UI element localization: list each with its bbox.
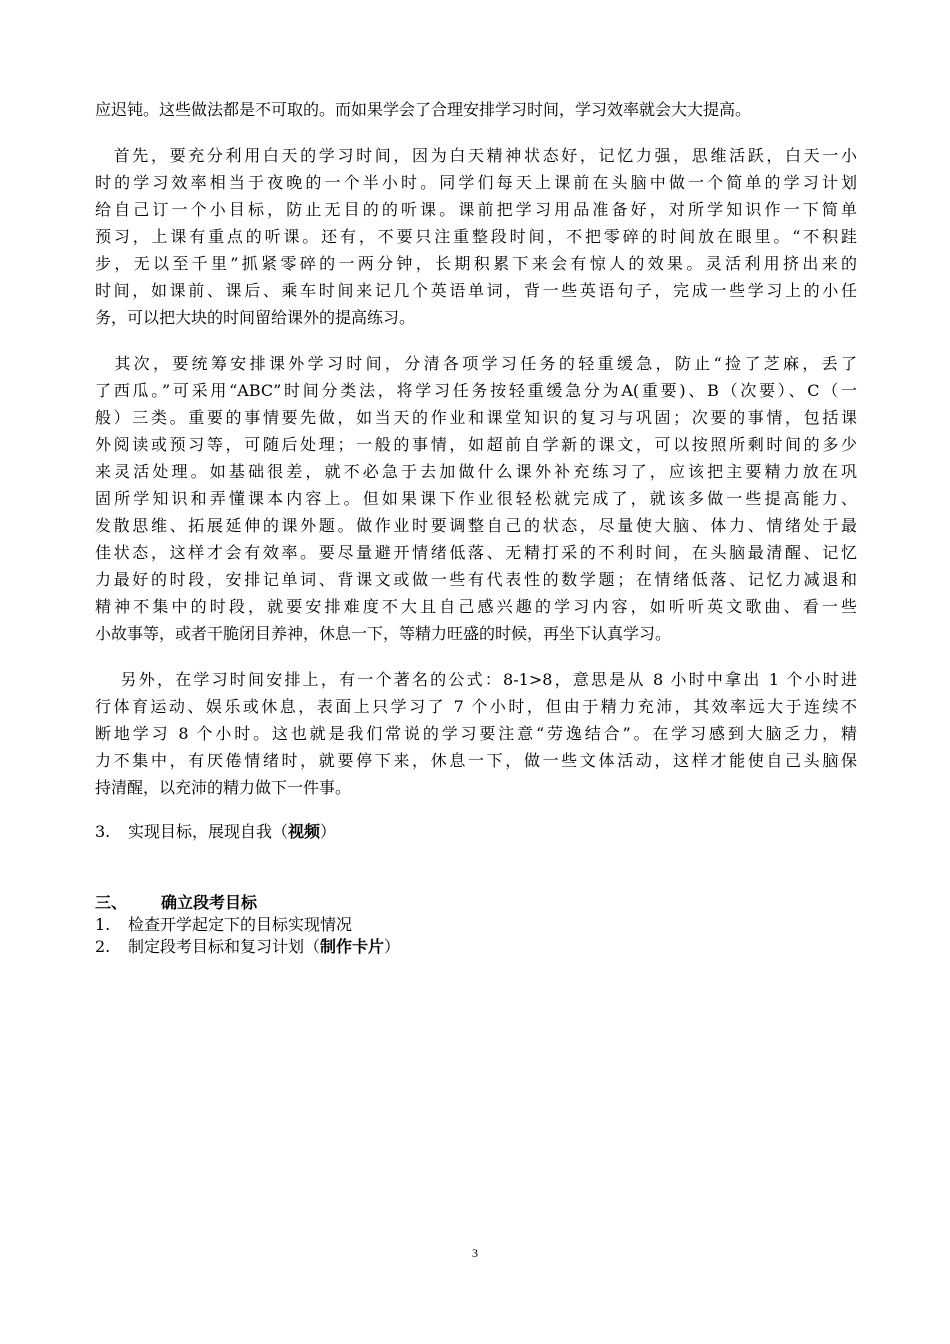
text-line: 务，可以把大块的时间留给课外的提高练习。 (95, 308, 416, 327)
list-item-3 (95, 820, 857, 844)
text-line: 应迟钝。这些做法都是不可取的。而如果学会了合理安排学习时间，学习效率就会大大提高。 (95, 100, 752, 119)
text-line: 精神不集中的时段，就要安排难度不大且自己感兴趣的学习内容，如听听英文歌曲、看一些 (95, 597, 857, 616)
text-line: 了西瓜。”可采用“ABC”时间分类法，将学习任务按轻重缓急分为A(重要)、B（次要）、C（一 (95, 381, 857, 400)
list-item-2 (95, 936, 857, 958)
text-line: 力不集中，有厌倦情绪时，就要停下来，休息一下，做一些文体活动，这样才能使自己头脑保 (95, 751, 857, 770)
text-line: 行体育运动、娱乐或休息，表面上只学习了 7 个小时，但由于精力充沛，其效率远大于连续不 (95, 697, 857, 716)
spacer (95, 844, 857, 892)
text-line: 持清醒，以充沛的精力做下一件事。 (95, 778, 352, 797)
text-line: 般）三类。重要的事情要先做，如当天的作业和课堂知识的复习与巩固；次要的事情，包括课 (95, 408, 857, 427)
list-number: 1. (95, 915, 111, 934)
paragraph-intro-end (95, 96, 857, 123)
section-title: 确立段考目标 (161, 893, 258, 912)
text-line: 外阅读或预习等，可随后处理；一般的事情，如超前自学新的课文，可以按照所剩时间的多少 (95, 435, 857, 454)
text-line: 来灵活处理。如基础很差，就不必急于去加做什么课外补充练习了，应该把主要精力放在巩 (95, 462, 857, 481)
list-text: 实现目标，展现自我（ (128, 822, 289, 841)
text-line: 首先，要充分利用白天的学习时间，因为白天精神状态好，记忆力强，思维活跃，白天一小 (95, 146, 857, 165)
text-line: 其次，要统筹安排课外学习时间，分清各项学习任务的轻重缓急，防止“捡了芝麻，丢了 (95, 354, 857, 373)
paragraph-work-rest-balance (95, 666, 857, 801)
text-line: 佳状态，这样才会有效率。要尽量避开情绪低落、无精打采的不利时间，在头脑最清醒、记忆 (95, 543, 857, 562)
text-line: 预习，上课有重点的听课。还有，不要只注重整段时间，不把零碎的时间放在眼里。“不积跬 (95, 227, 857, 246)
page-number: 3 (472, 1246, 478, 1260)
text-line: 时的学习效率相当于夜晚的一个半小时。同学们每天上课前在头脑中做一个简单的学习计划 (95, 173, 857, 192)
text-line: 断地学习 8 个小时。这也就是我们常说的学习要注意“劳逸结合”。在学习感到大脑乏力，精 (95, 724, 857, 743)
text-line: 给自己订一个小目标，防止无目的的听课。课前把学习用品准备好，对所学知识作一下简单 (95, 200, 857, 219)
list-text-close: ） (384, 937, 401, 956)
list-text-close: ） (320, 822, 337, 841)
list-number: 3. (95, 822, 111, 841)
document-page (95, 96, 857, 958)
list-item-1 (95, 914, 857, 936)
text-line: 固所学知识和弄懂课本内容上。但如果课下作业很轻松就完成了，就该多做一些提高能力、 (95, 489, 857, 508)
text-line: 小故事等，或者干脆闭目养神，休息一下，等精力旺盛的时候，再坐下认真学习。 (95, 624, 672, 643)
list-text-bold: 制作卡片 (320, 937, 385, 956)
section-number: 三、 (95, 893, 128, 912)
text-line: 时间，如课前、课后、乘车时间来记几个英语单词，背一些英语句子，完成一些学习上的小任 (95, 281, 857, 300)
list-text: 检查开学起定下的目标实现情况 (128, 915, 353, 934)
list-text-bold: 视频 (288, 822, 321, 841)
list-text: 制定段考目标和复习计划（ (128, 937, 321, 956)
text-line: 步，无以至千里”抓紧零碎的一两分钟，长期积累下来会有惊人的效果。灵活利用挤出来的 (95, 254, 857, 273)
text-line: 另外，在学习时间安排上，有一个著名的公式：8-1>8，意思是从 8 小时中拿出 1 个小时进 (95, 670, 857, 689)
text-line: 力最好的时段，安排记单词、背课文或做一些有代表性的数学题；在情绪低落、记忆力减退和 (95, 570, 857, 589)
section-heading (95, 892, 857, 914)
paragraph-daytime-study (95, 142, 857, 331)
paragraph-abc-method (95, 350, 857, 647)
text-line: 发散思维、拓展延伸的课外题。做作业时要调整自己的状态，尽量使大脑、体力、情绪处于最 (95, 516, 857, 535)
list-number: 2. (95, 937, 111, 956)
